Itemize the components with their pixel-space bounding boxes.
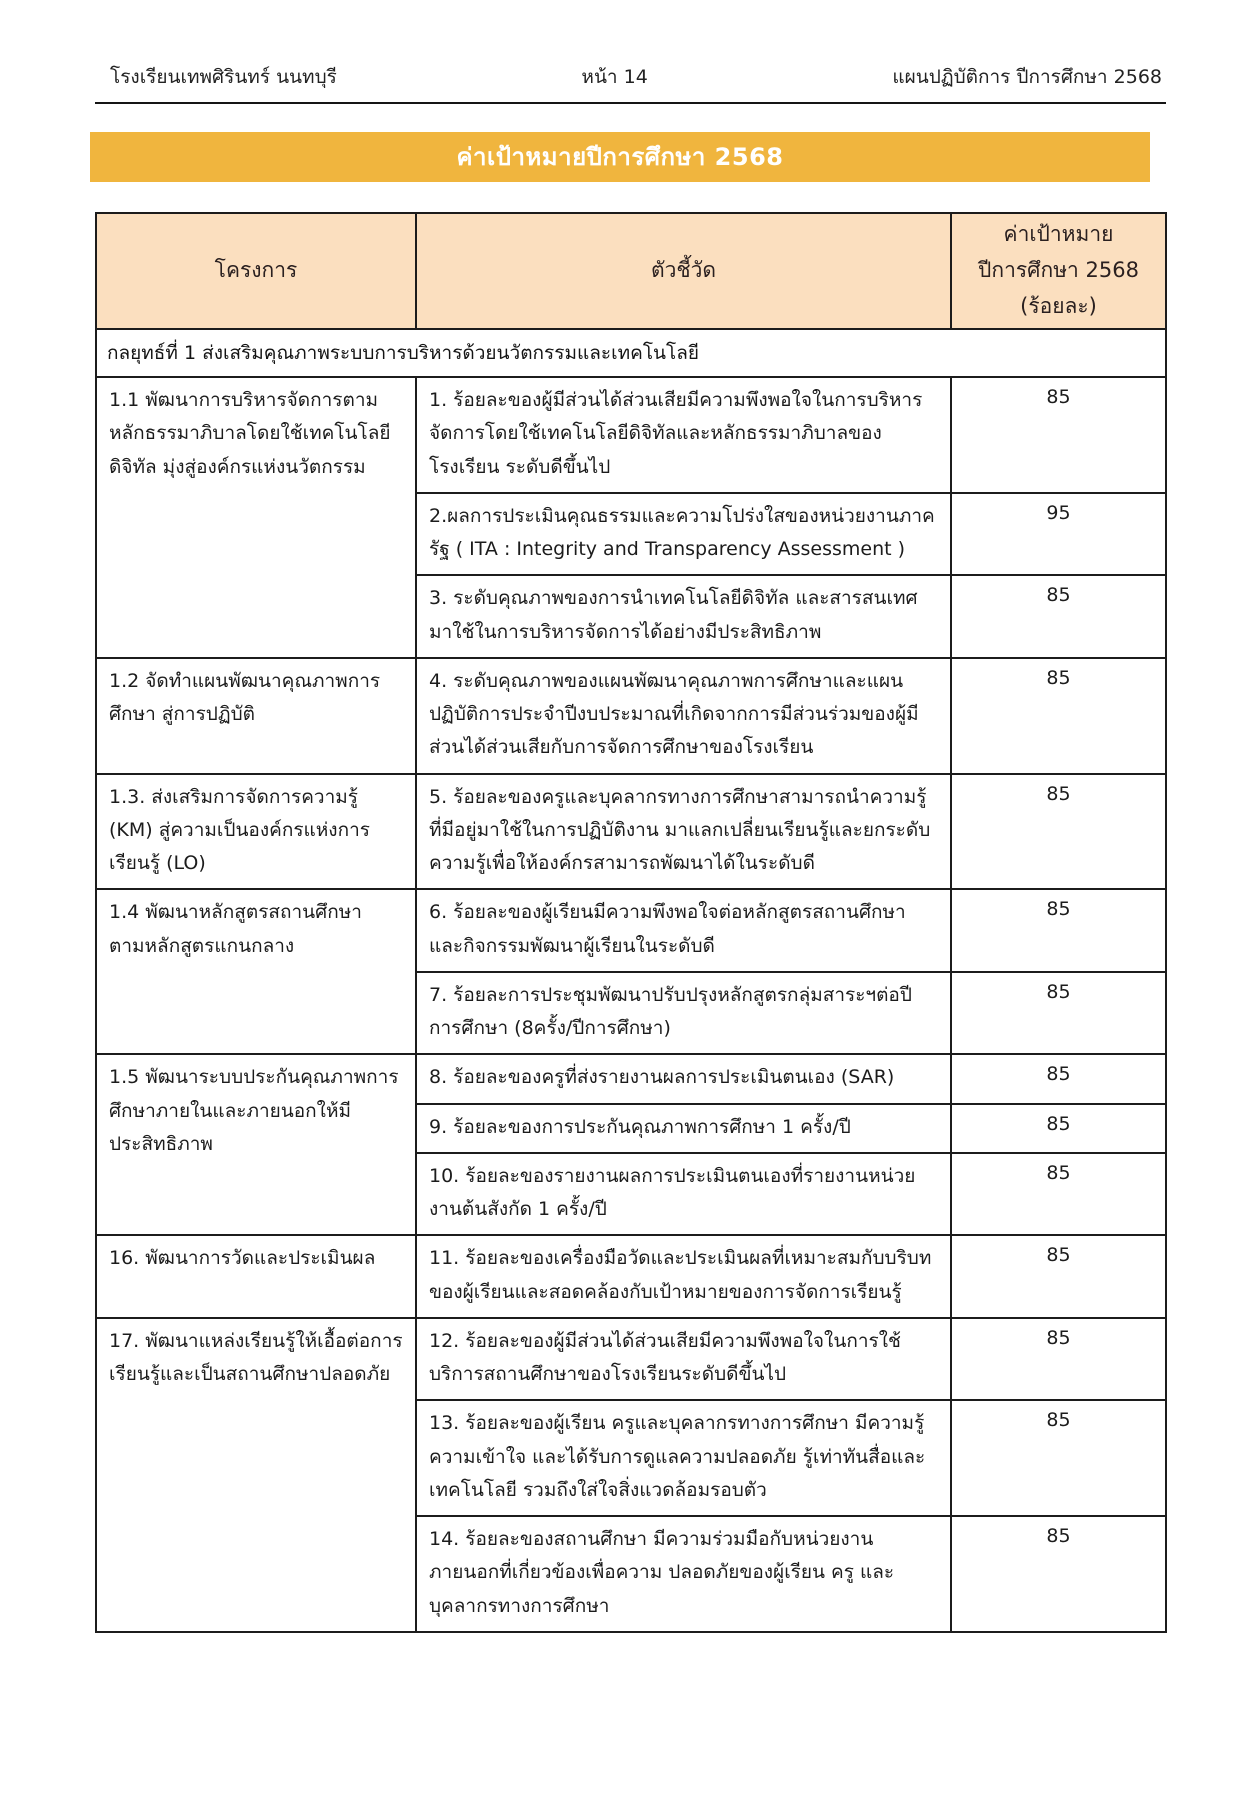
indicator-cell: 11. ร้อยละของเครื่องมือวัดและประเมินผลที่เหมาะสมกับบริบทของผู้เรียนและสอดคล้องกับเป้าหมายของการจัดการเรียนรู้ xyxy=(416,1235,951,1318)
section-banner: ค่าเป้าหมายปีการศึกษา 2568 xyxy=(90,132,1150,182)
project-cell: 1.3. ส่งเสริมการจัดการความรู้ (KM) สู่ความเป็นองค์กรแห่งการเรียนรู้ (LO) xyxy=(96,774,416,890)
indicator-cell: 10. ร้อยละของรายงานผลการประเมินตนเองที่รายงานหน่วยงานต้นสังกัด 1 ครั้ง/ปี xyxy=(416,1153,951,1236)
table-header-row xyxy=(96,213,1166,329)
indicator-cell: 5. ร้อยละของครูและบุคลากรทางการศึกษาสามารถนำความรู้ที่มีอยู่มาใช้ในการปฏิบัติงาน มาแลกเปลี่ยนเรียนรู้และยกระดับความรู้เพื่อให้องค์กรสามารถพัฒนาได้ในระดับดี xyxy=(416,774,951,890)
header-divider xyxy=(95,102,1166,104)
target-value: 85 xyxy=(951,889,1166,972)
plan-title: แผนปฏิบัติการ ปีการศึกษา 2568 xyxy=(892,66,1162,88)
target-value: 95 xyxy=(951,493,1166,576)
table-header xyxy=(96,213,1166,329)
column-header-target xyxy=(951,213,1166,329)
target-value: 85 xyxy=(951,1318,1166,1401)
table-row xyxy=(96,889,1166,972)
target-value: 85 xyxy=(951,1400,1166,1516)
targets-table xyxy=(95,212,1167,1633)
table-row xyxy=(96,658,1166,774)
table-row xyxy=(96,1318,1166,1401)
page-header xyxy=(110,62,1162,92)
indicator-cell: 9. ร้อยละของการประกันคุณภาพการศึกษา 1 ครั้ง/ปี xyxy=(416,1104,951,1153)
project-cell: 16. พัฒนาการวัดและประเมินผล xyxy=(96,1235,416,1318)
project-cell: 1.5 พัฒนาระบบประกันคุณภาพการศึกษาภายในและภายนอกให้มีประสิทธิภาพ xyxy=(96,1054,416,1235)
column-header-target-line3: (ร้อยละ) xyxy=(1020,293,1097,318)
table-row xyxy=(96,1054,1166,1103)
strategy-label: กลยุทธ์ที่ 1 ส่งเสริมคุณภาพระบบการบริหารด้วยนวัตกรรมและเทคโนโลยี xyxy=(96,329,1166,377)
table-row xyxy=(96,1235,1166,1318)
document-page xyxy=(0,62,1240,1816)
target-value: 85 xyxy=(951,658,1166,774)
indicator-cell: 6. ร้อยละของผู้เรียนมีความพึงพอใจต่อหลักสูตรสถานศึกษาและกิจกรรมพัฒนาผู้เรียนในระดับดี xyxy=(416,889,951,972)
project-cell: 1.1 พัฒนาการบริหารจัดการตามหลักธรรมาภิบาลโดยใช้เทคโนโลยีดิจิทัล มุ่งสู่องค์กรแห่งนวัตกรรม xyxy=(96,377,416,658)
indicator-cell: 3. ระดับคุณภาพของการนำเทคโนโลยีดิจิทัล และสารสนเทศ มาใช้ในการบริหารจัดการได้อย่างมีประสิทธิภาพ xyxy=(416,575,951,658)
indicator-cell: 12. ร้อยละของผู้มีส่วนได้ส่วนเสียมีความพึงพอใจในการใช้บริการสถานศึกษาของโรงเรียนระดับดีขึ้นไป xyxy=(416,1318,951,1401)
column-header-project: โครงการ xyxy=(96,213,416,329)
indicator-cell: 1. ร้อยละของผู้มีส่วนได้ส่วนเสียมีความพึงพอใจในการบริหารจัดการโดยใช้เทคโนโลยีดิจิทัลและหลักธรรมาภิบาลของโรงเรียน ระดับดีขึ้นไป xyxy=(416,377,951,493)
project-cell: 17. พัฒนาแหล่งเรียนรู้ให้เอื้อต่อการเรียนรู้และเป็นสถานศึกษาปลอดภัย xyxy=(96,1318,416,1632)
target-value: 85 xyxy=(951,1235,1166,1318)
indicator-cell: 13. ร้อยละของผู้เรียน ครูและบุคลากรทางการศึกษา มีความรู้ความเข้าใจ และได้รับการดูแลความปลอดภัย รู้เท่าทันสื่อและเทคโนโลยี รวมถึงใส่ใจสิ่งแวดล้อมรอบตัว xyxy=(416,1400,951,1516)
target-value: 85 xyxy=(951,774,1166,890)
column-header-target-line2: ปีการศึกษา 2568 xyxy=(978,258,1139,283)
target-value: 85 xyxy=(951,1104,1166,1153)
page-number: หน้า 14 xyxy=(581,66,648,88)
school-name: โรงเรียนเทพศิรินทร์ นนทบุรี xyxy=(110,66,337,88)
table-row xyxy=(96,377,1166,493)
column-header-target-line1: ค่าเป้าหมาย xyxy=(1003,222,1114,247)
project-cell: 1.4 พัฒนาหลักสูตรสถานศึกษา ตามหลักสูตรแกนกลาง xyxy=(96,889,416,1054)
indicator-cell: 8. ร้อยละของครูที่ส่งรายงานผลการประเมินตนเอง (SAR) xyxy=(416,1054,951,1103)
indicator-cell: 4. ระดับคุณภาพของแผนพัฒนาคุณภาพการศึกษาและแผนปฏิบัติการประจำปีงบประมาณที่เกิดจากการมีส่วนร่วมของผู้มีส่วนได้ส่วนเสียกับการจัดการศึกษาของโรงเรียน xyxy=(416,658,951,774)
project-cell: 1.2 จัดทำแผนพัฒนาคุณภาพการศึกษา สู่การปฏิบัติ xyxy=(96,658,416,774)
target-value: 85 xyxy=(951,1516,1166,1632)
column-header-indicator: ตัวชี้วัด xyxy=(416,213,951,329)
target-value: 85 xyxy=(951,1153,1166,1236)
indicator-table-body xyxy=(96,329,1166,1632)
indicator-cell: 14. ร้อยละของสถานศึกษา มีความร่วมมือกับหน่วยงานภายนอกที่เกี่ยวข้องเพื่อความ ปลอดภัยของผู้เรียน ครู และบุคลากรทางการศึกษา xyxy=(416,1516,951,1632)
target-value: 85 xyxy=(951,575,1166,658)
indicator-cell: 2.ผลการประเมินคุณธรรมและความโปร่งใสของหน่วยงานภาครัฐ ( ITA : Integrity and Transparency Assessment ) xyxy=(416,493,951,576)
indicator-cell: 7. ร้อยละการประชุมพัฒนาปรับปรุงหลักสูตรกลุ่มสาระฯต่อปีการศึกษา (8ครั้ง/ปีการศึกษา) xyxy=(416,972,951,1055)
strategy-row xyxy=(96,329,1166,377)
target-value: 85 xyxy=(951,1054,1166,1103)
target-value: 85 xyxy=(951,972,1166,1055)
target-value: 85 xyxy=(951,377,1166,493)
table-row xyxy=(96,774,1166,890)
